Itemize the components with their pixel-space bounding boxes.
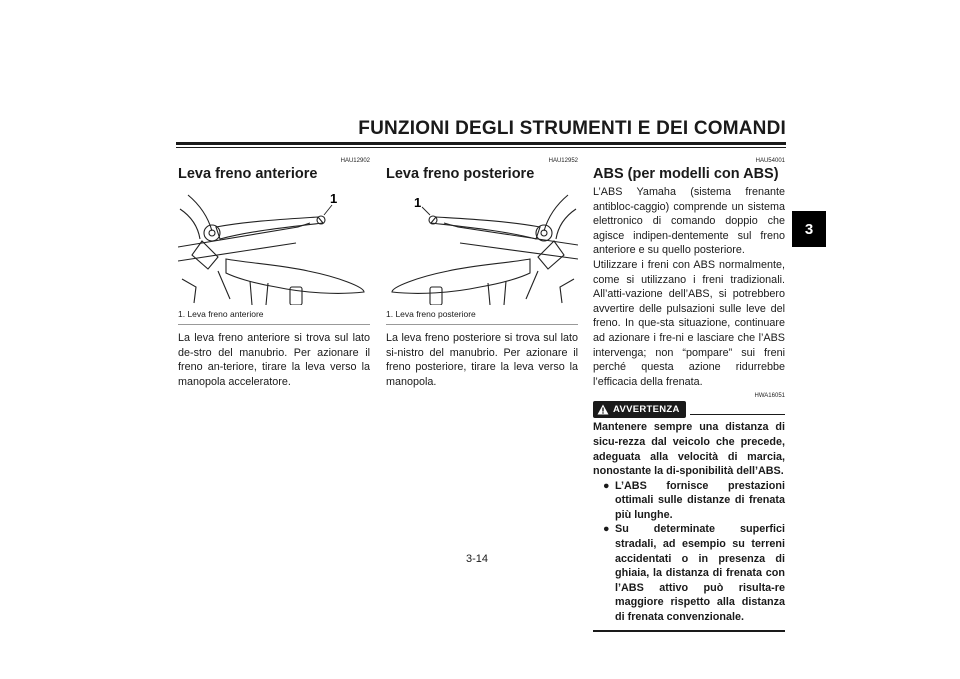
front-brake-section: [178, 150, 370, 389]
section-heading: Leva freno posteriore: [386, 166, 535, 182]
section-code: HAU12952: [548, 158, 578, 164]
callout-number: 1: [414, 195, 422, 210]
warning-rule: [690, 414, 785, 415]
warning-triangle-icon: [597, 404, 609, 415]
callout-number: 1: [330, 191, 338, 206]
bullet-icon: ●: [603, 523, 610, 536]
section-heading: ABS (per modelli con ABS): [593, 166, 779, 182]
section-body: La leva freno posteriore si trova sul lato si-nistro del manubrio. Per azionare il freno posteriore, tirare la leva verso la manopola.: [386, 332, 578, 388]
warning-code: HWA16051: [754, 393, 785, 400]
warning-header: [593, 401, 785, 418]
warning-text: Mantenere sempre una distanza di sicu-rezza dal veicolo che precede, adeguata alla velocità di marcia, nonostante la di-sponibilità dell’ABS.: [593, 421, 785, 478]
front-brake-lever-illustration: [178, 187, 370, 305]
section-heading: Leva freno anteriore: [178, 166, 318, 182]
chapter-tab: 3: [792, 211, 826, 247]
list-item: ● Su determinate superfici stradali, ad esempio su terreni accidentati o in presenza di ghiaia, la distanza di frenata con l’ABS attivo può risulta-re maggiore rispetto alla distanza di frenata convenzionale.: [603, 523, 785, 624]
header-rule-thin: [176, 147, 786, 148]
bullet-icon: ●: [603, 479, 610, 492]
section-code: HAU54001: [755, 158, 785, 164]
section-body-paragraph-2: Utilizzare i freni con ABS normalmente, come si utilizzano i freni tradizionali. All’atti-vazione dell’ABS, si potrebbero avvertire delle pulsazioni sulle leve del freno. In que-sta situazione, continuare ad azionare i fre-ni e lasciare che l’ABS intervenga; non “pompare” sui freni perché questa azione ridurrebbe l’efficacia della frenata.: [593, 258, 785, 388]
figure-caption: 1. Leva freno anteriore: [178, 309, 370, 325]
figure-caption: 1. Leva freno posteriore: [386, 309, 578, 325]
list-item: ● L’ABS fornisce prestazioni ottimali sulle distanze di frenata più lunghe.: [603, 479, 785, 521]
section-body: La leva freno anteriore si trova sul lato de-stro del manubrio. Per azionare il freno an-teriore, tirare la leva verso la manopola acceleratore.: [178, 332, 370, 388]
section-code: HAU12902: [340, 158, 370, 164]
warning-badge: [593, 401, 686, 418]
warning-end-rule: [593, 630, 785, 632]
section-body-paragraph-1: L’ABS Yamaha (sistema frenante antibloc-caggio) comprende un sistema elettronico di comando doppio che agisce indipen-dentemente sul freno anteriore e su quello posteriore.: [593, 186, 785, 257]
warning-bullet-list: [593, 479, 785, 625]
rear-brake-lever-illustration: [386, 187, 578, 305]
header-rule: [176, 142, 786, 145]
abs-section: [593, 150, 785, 632]
page-number: 3-14: [466, 553, 489, 565]
warning-label: AVVERTENZA: [613, 404, 680, 416]
rear-brake-section: [386, 150, 578, 389]
page-header-title: FUNZIONI DEGLI STRUMENTI E DEI COMANDI: [358, 118, 786, 139]
